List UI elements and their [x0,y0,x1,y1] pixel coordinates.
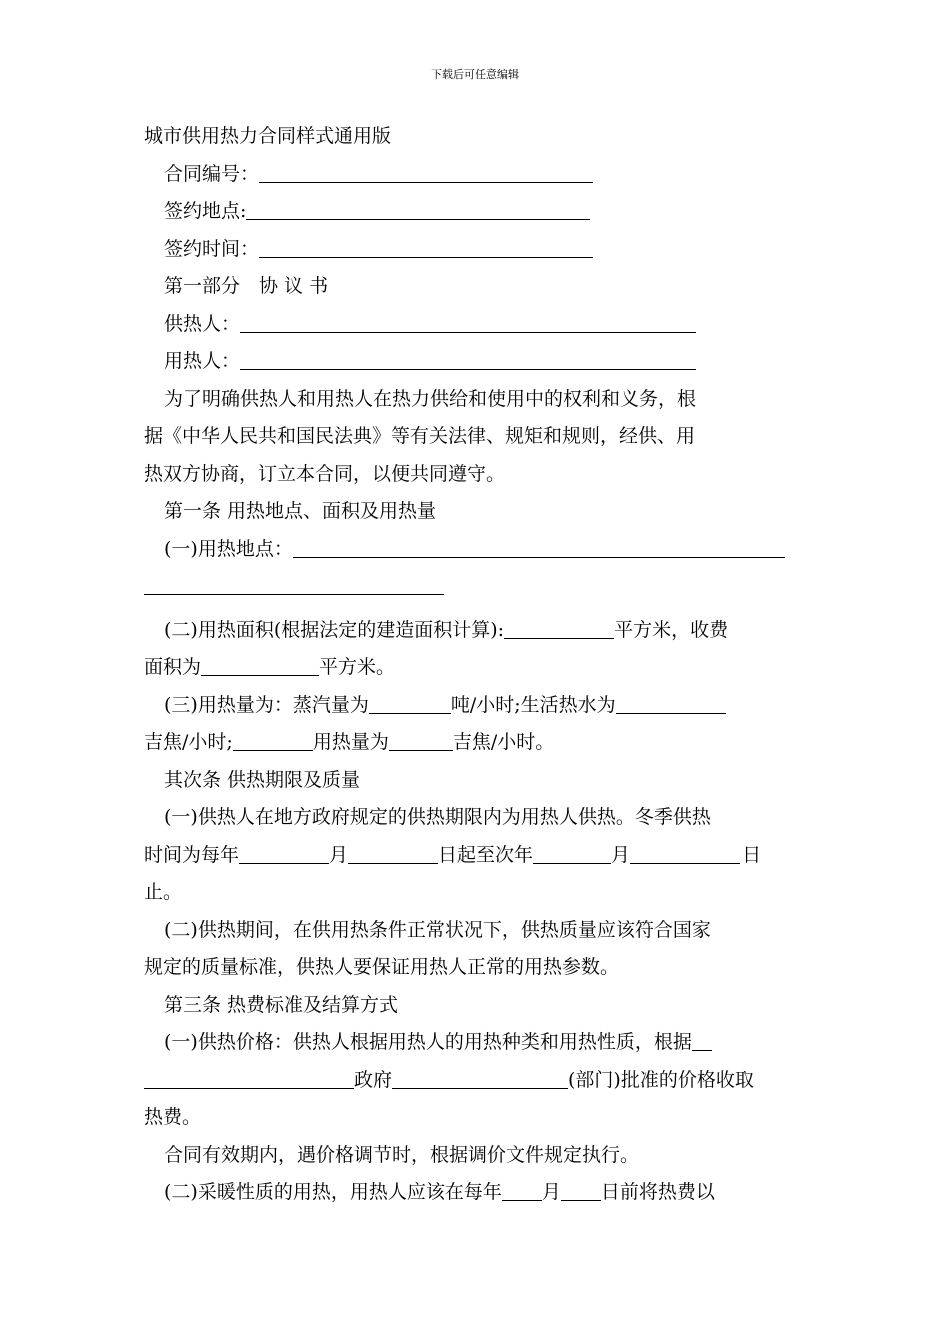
charge-area-unit: 平方米。 [319,656,396,678]
article-2-item-2: (二)供热期间，在供用热条件正常状况下，供热质量应该符合国家 [164,918,711,941]
start-year-label: 时间为每年 [144,843,240,866]
payment-day-blank[interactable] [561,1199,601,1201]
heat-area-blank[interactable] [504,637,614,639]
hot-water-blank[interactable] [616,712,726,714]
supplier-blank[interactable] [240,331,696,333]
article-2-item-1-cont [144,837,808,875]
article-3-item-1 [144,1024,808,1062]
government-blank[interactable] [144,1087,354,1089]
sign-place-blank[interactable] [246,218,590,220]
payment-month-label: 月 [541,1181,561,1203]
steam-label: (三)用热量为：蒸汽量为 [164,693,369,716]
end-year-label: 日起至次年 [438,843,534,866]
article-1-item-3-cont [144,724,808,762]
heat-location-blank-2[interactable] [144,593,444,595]
sign-time-row [144,231,808,269]
contract-body [144,118,808,1212]
end-day-label: 日 [742,843,762,866]
user-blank[interactable] [240,368,696,370]
charge-area-blank[interactable] [201,674,319,676]
sign-time-label: 签约时间： [164,237,260,260]
steam-blank[interactable] [369,712,451,714]
article-1-item-3 [144,687,808,725]
intro-line-2: 据《中华人民共和国民法典》等有关法律、规矩和规则，经供、用 [144,425,696,447]
article-1-item-2-cont [144,649,808,687]
header-note: 下载后可任意编辑 [431,68,519,81]
supplier-row [144,306,808,344]
heat-amount-unit: 吉焦/小时。 [452,731,555,753]
end-month-label: 月 [611,843,631,866]
hot-water-unit: 吉焦/小时; [144,731,233,753]
intro-line-1: 为了明确供热人和用热人在热力供给和使用中的权利和义务，根 [164,387,697,410]
article-3-item-1-end: 热费。 [144,1106,202,1128]
article-3-note: 合同有效期内，遇价格调节时，根据调价文件规定执行。 [164,1143,640,1166]
contract-no-blank[interactable] [259,181,593,183]
article-1-item-2 [144,612,808,650]
heat-type-blank[interactable] [233,749,313,751]
article-1-title: 第一条 用热地点、面积及用热量 [164,500,437,522]
article-1-item-1-cont [144,568,808,606]
start-month-blank[interactable] [239,862,329,864]
price-basis-blank[interactable] [692,1049,712,1051]
price-label: (一)供热价格：供热人根据用热人的用热种类和用热性质，根据 [164,1031,692,1053]
end-month-blank[interactable] [533,862,611,864]
heat-amount-label: 用热量为 [312,731,389,753]
part-one-heading: 第一部分 协 议 书 [164,275,329,297]
start-month-label: 月 [329,843,349,866]
article-2-title: 其次条 供热期限及质量 [164,768,361,791]
sign-time-blank[interactable] [259,256,593,258]
heat-amount-blank[interactable] [389,749,453,751]
article-3-item-1-cont [144,1062,808,1100]
sign-place-row [144,193,808,231]
user-label: 用热人： [164,350,241,372]
payment-day-label: 日前将热费以 [600,1181,715,1203]
document-title: 城市供用热力合同样式通用版 [144,125,392,147]
sign-place-label: 签约地点: [164,200,247,222]
start-day-blank[interactable] [348,862,438,864]
contract-no-row [144,156,808,194]
intro-line-3: 热双方协商，订立本合同，以便共同遵守。 [144,462,506,485]
heat-location-label: (一)用热地点： [164,537,293,560]
user-row [144,343,808,381]
hot-water-label: 吨/小时;生活热水为 [450,693,616,716]
end-day-blank[interactable] [630,862,740,864]
article-3-title: 第三条 热费标准及结算方式 [164,993,399,1016]
government-label: 政府 [354,1068,393,1091]
article-2-item-1: (一)供热人在地方政府规定的供热期限内为用热人供热。冬季供热 [164,806,711,828]
department-blank[interactable] [392,1087,568,1089]
department-label: (部门)批准的价格收取 [568,1068,754,1091]
article-3-item-2 [144,1174,808,1212]
payment-month-blank[interactable] [502,1199,542,1201]
contract-no-label: 合同编号： [164,162,260,185]
supplier-label: 供热人： [164,312,241,335]
heat-area-label: (二)用热面积(根据法定的建造面积计算): [164,618,505,641]
charge-area-label: 面积为 [144,656,202,678]
article-1-item-1 [144,531,808,569]
article-2-item-1-end: 止。 [144,881,183,903]
article-2-item-2-cont: 规定的质量标准，供热人要保证用热人正常的用热参数。 [144,956,620,978]
payment-label: (二)采暖性质的用热，用热人应该在每年 [164,1181,502,1203]
heat-area-unit: 平方米，收费 [614,618,729,641]
heat-location-blank[interactable] [293,556,785,558]
